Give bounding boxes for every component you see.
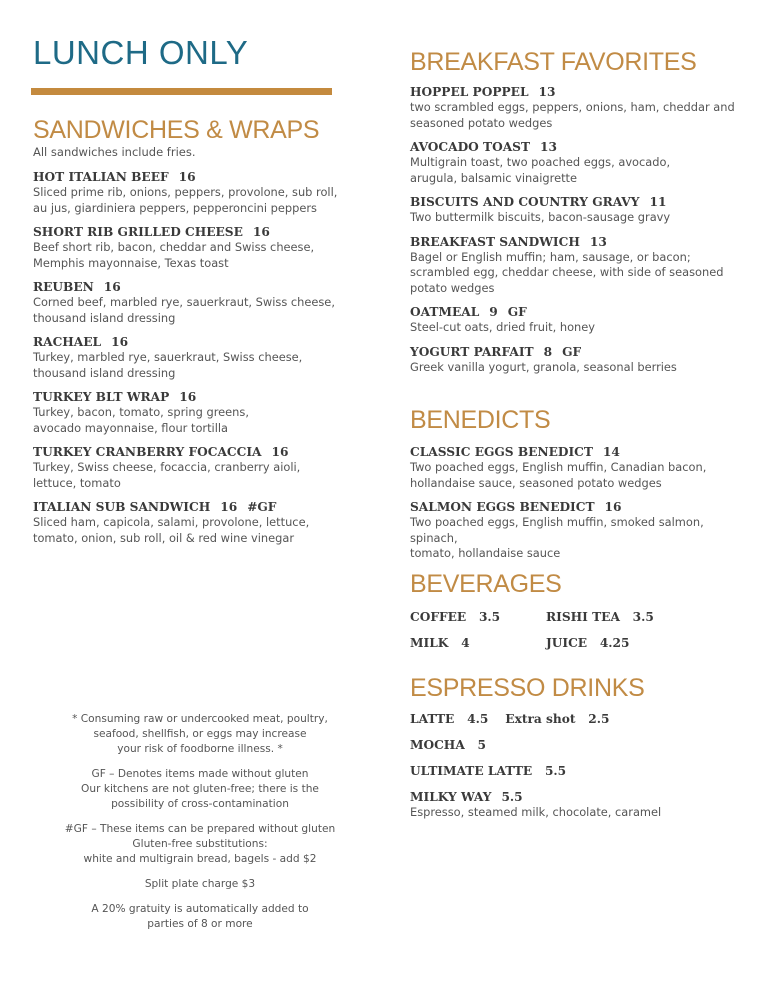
gf-tag: #GF: [247, 500, 277, 514]
item-name: CLASSIC EGGS BENEDICT: [410, 445, 593, 459]
title-divider: [31, 88, 332, 95]
item-name: YOGURT PARFAIT: [410, 344, 534, 359]
item-price: 16: [220, 500, 238, 514]
note-gratuity: A 20% gratuity is automatically added to parties of 8 or more: [91, 903, 309, 930]
breakfast-section: [410, 48, 750, 375]
menu-item: [410, 139, 750, 186]
item-description: Sliced ham, capicola, salami, provolone, lettuce, tomato, onion, sub roll, oil & red wine vinegar: [33, 515, 310, 545]
section-title-benedicts: BENEDICTS: [410, 406, 551, 434]
item-price: 16: [271, 445, 289, 459]
item-description: Espresso, steamed milk, chocolate, caramel: [410, 805, 662, 819]
sandwiches-section: [33, 116, 343, 546]
item-description: Turkey, Swiss cheese, focaccia, cranberry aioli, lettuce, tomato: [33, 460, 301, 490]
gf-tag: GF: [507, 305, 527, 319]
item-name: BISCUITS AND COUNTRY GRAVY: [410, 195, 640, 209]
espresso-item: LATTE 4.5 Extra shot 2.5: [410, 712, 610, 726]
item-description: Greek vanilla yogurt, granola, seasonal berries: [410, 359, 677, 374]
menu-item: [410, 499, 750, 562]
item-description: Turkey, bacon, tomato, spring greens, avocado mayonnaise, flour tortilla: [33, 405, 249, 435]
item-price: 9: [489, 305, 498, 319]
item-price: 16: [103, 280, 121, 294]
item-name: ITALIAN SUB SANDWICH: [33, 500, 211, 514]
item-description: Steel-cut oats, dried fruit, honey: [410, 320, 596, 334]
gf-tag: GF: [562, 344, 582, 359]
beverage-item: COFFEE 3.5: [410, 610, 501, 624]
item-name: TURKEY BLT WRAP: [33, 390, 170, 404]
section-title-beverages: BEVERAGES: [410, 570, 562, 598]
item-price: 16: [178, 170, 196, 184]
note-gf: GF – Denotes items made without gluten Our kitchens are not gluten-free; there is the possibility of cross-contamination: [81, 768, 319, 810]
item-price: 16: [111, 335, 129, 349]
item-description: Beef short rib, bacon, cheddar and Swiss cheese, Memphis mayonnaise, Texas toast: [33, 240, 315, 270]
menu-item: [410, 84, 750, 131]
menu-item: [33, 334, 343, 381]
note-raw-food: * Consuming raw or undercooked meat, poultry, seafood, shellfish, or eggs may increase your risk of foodborne illness. *: [72, 713, 328, 755]
item-description: Two buttermilk biscuits, bacon-sausage gravy: [410, 210, 671, 224]
menu-item: [410, 344, 750, 376]
section-title-sandwiches: SANDWICHES & WRAPS: [33, 116, 320, 144]
item-description: Two poached eggs, English muffin, smoked salmon, spinach, tomato, hollandaise sauce: [410, 515, 704, 560]
menu-item: [33, 224, 343, 271]
menu-item: [33, 444, 343, 491]
item-name: AVOCADO TOAST: [410, 140, 531, 154]
item-name: TURKEY CRANBERRY FOCACCIA: [33, 445, 262, 459]
item-description: Two poached eggs, English muffin, Canadian bacon, hollandaise sauce, seasoned potato wedges: [410, 460, 707, 490]
beverage-item: RISHI TEA 3.5: [546, 610, 654, 624]
item-name: BREAKFAST SANDWICH: [410, 234, 580, 249]
beverages-section: [410, 570, 750, 661]
menu-item: [410, 194, 750, 226]
item-price: 13: [538, 85, 556, 99]
item-name: RACHAEL: [33, 335, 102, 349]
item-name: REUBEN: [33, 280, 94, 294]
item-description: Turkey, marbled rye, sauerkraut, Swiss cheese, thousand island dressing: [33, 350, 303, 380]
menu-item: [33, 279, 343, 326]
item-description: Sliced prime rib, onions, peppers, provolone, sub roll, au jus, giardiniera peppers, pepperoncini peppers: [33, 185, 338, 215]
item-price: 13: [540, 140, 557, 154]
beverage-item: MILK 4: [410, 636, 470, 650]
espresso-item: MILKY WAY 5.5 Espresso, steamed milk, chocolate, caramel: [410, 789, 750, 821]
beverage-row: [410, 609, 750, 635]
item-price: 16: [252, 225, 270, 239]
item-name: HOT ITALIAN BEEF: [33, 170, 169, 184]
footnotes: [40, 712, 360, 942]
menu-item: [410, 304, 750, 336]
benedicts-section: [410, 406, 750, 562]
note-split-plate: Split plate charge $3: [144, 878, 256, 890]
item-name: SALMON EGGS BENEDICT: [410, 500, 595, 514]
item-name: SHORT RIB GRILLED CHEESE: [33, 225, 243, 239]
item-price: 14: [602, 445, 620, 459]
item-description: Corned beef, marbled rye, sauerkraut, Swiss cheese, thousand island dressing: [33, 295, 335, 325]
menu-item: [33, 169, 343, 216]
beverage-row: [410, 635, 750, 661]
item-description: Bagel or English muffin; ham, sausage, or bacon; scrambled egg, cheddar cheese, with side of seasoned potato wedges: [410, 249, 724, 295]
extra-shot: Extra shot: [505, 712, 576, 726]
item-price: 13: [589, 234, 607, 249]
note-hash-gf: #GF – These items can be prepared without gluten Gluten-free substitutions: white and multigrain bread, bagels - add $2: [64, 823, 336, 865]
menu-item: [33, 389, 343, 436]
item-price: 16: [604, 500, 622, 514]
item-price: 16: [179, 390, 197, 404]
item-description: Multigrain toast, two poached eggs, avocado, arugula, balsamic vinaigrette: [410, 155, 671, 185]
item-name: OATMEAL: [410, 305, 480, 319]
section-title-breakfast: BREAKFAST FAVORITES: [410, 48, 697, 76]
menu-item: [33, 499, 343, 546]
sandwiches-subtitle: All sandwiches include fries.: [33, 145, 196, 159]
espresso-item: MOCHA 5: [410, 738, 486, 752]
page-title: LUNCH ONLY: [33, 34, 249, 71]
item-name: HOPPEL POPPEL: [410, 85, 529, 99]
section-title-espresso: ESPRESSO DRINKS: [410, 674, 645, 702]
espresso-section: [410, 674, 750, 821]
item-price: 8: [543, 344, 553, 359]
beverage-item: JUICE 4.25: [546, 636, 630, 650]
espresso-item: ULTIMATE LATTE 5.5: [410, 764, 567, 778]
item-price: 11: [649, 195, 667, 209]
menu-item: [410, 234, 750, 297]
menu-item: [410, 444, 750, 491]
item-description: two scrambled eggs, peppers, onions, ham, cheddar and seasoned potato wedges: [410, 100, 735, 130]
